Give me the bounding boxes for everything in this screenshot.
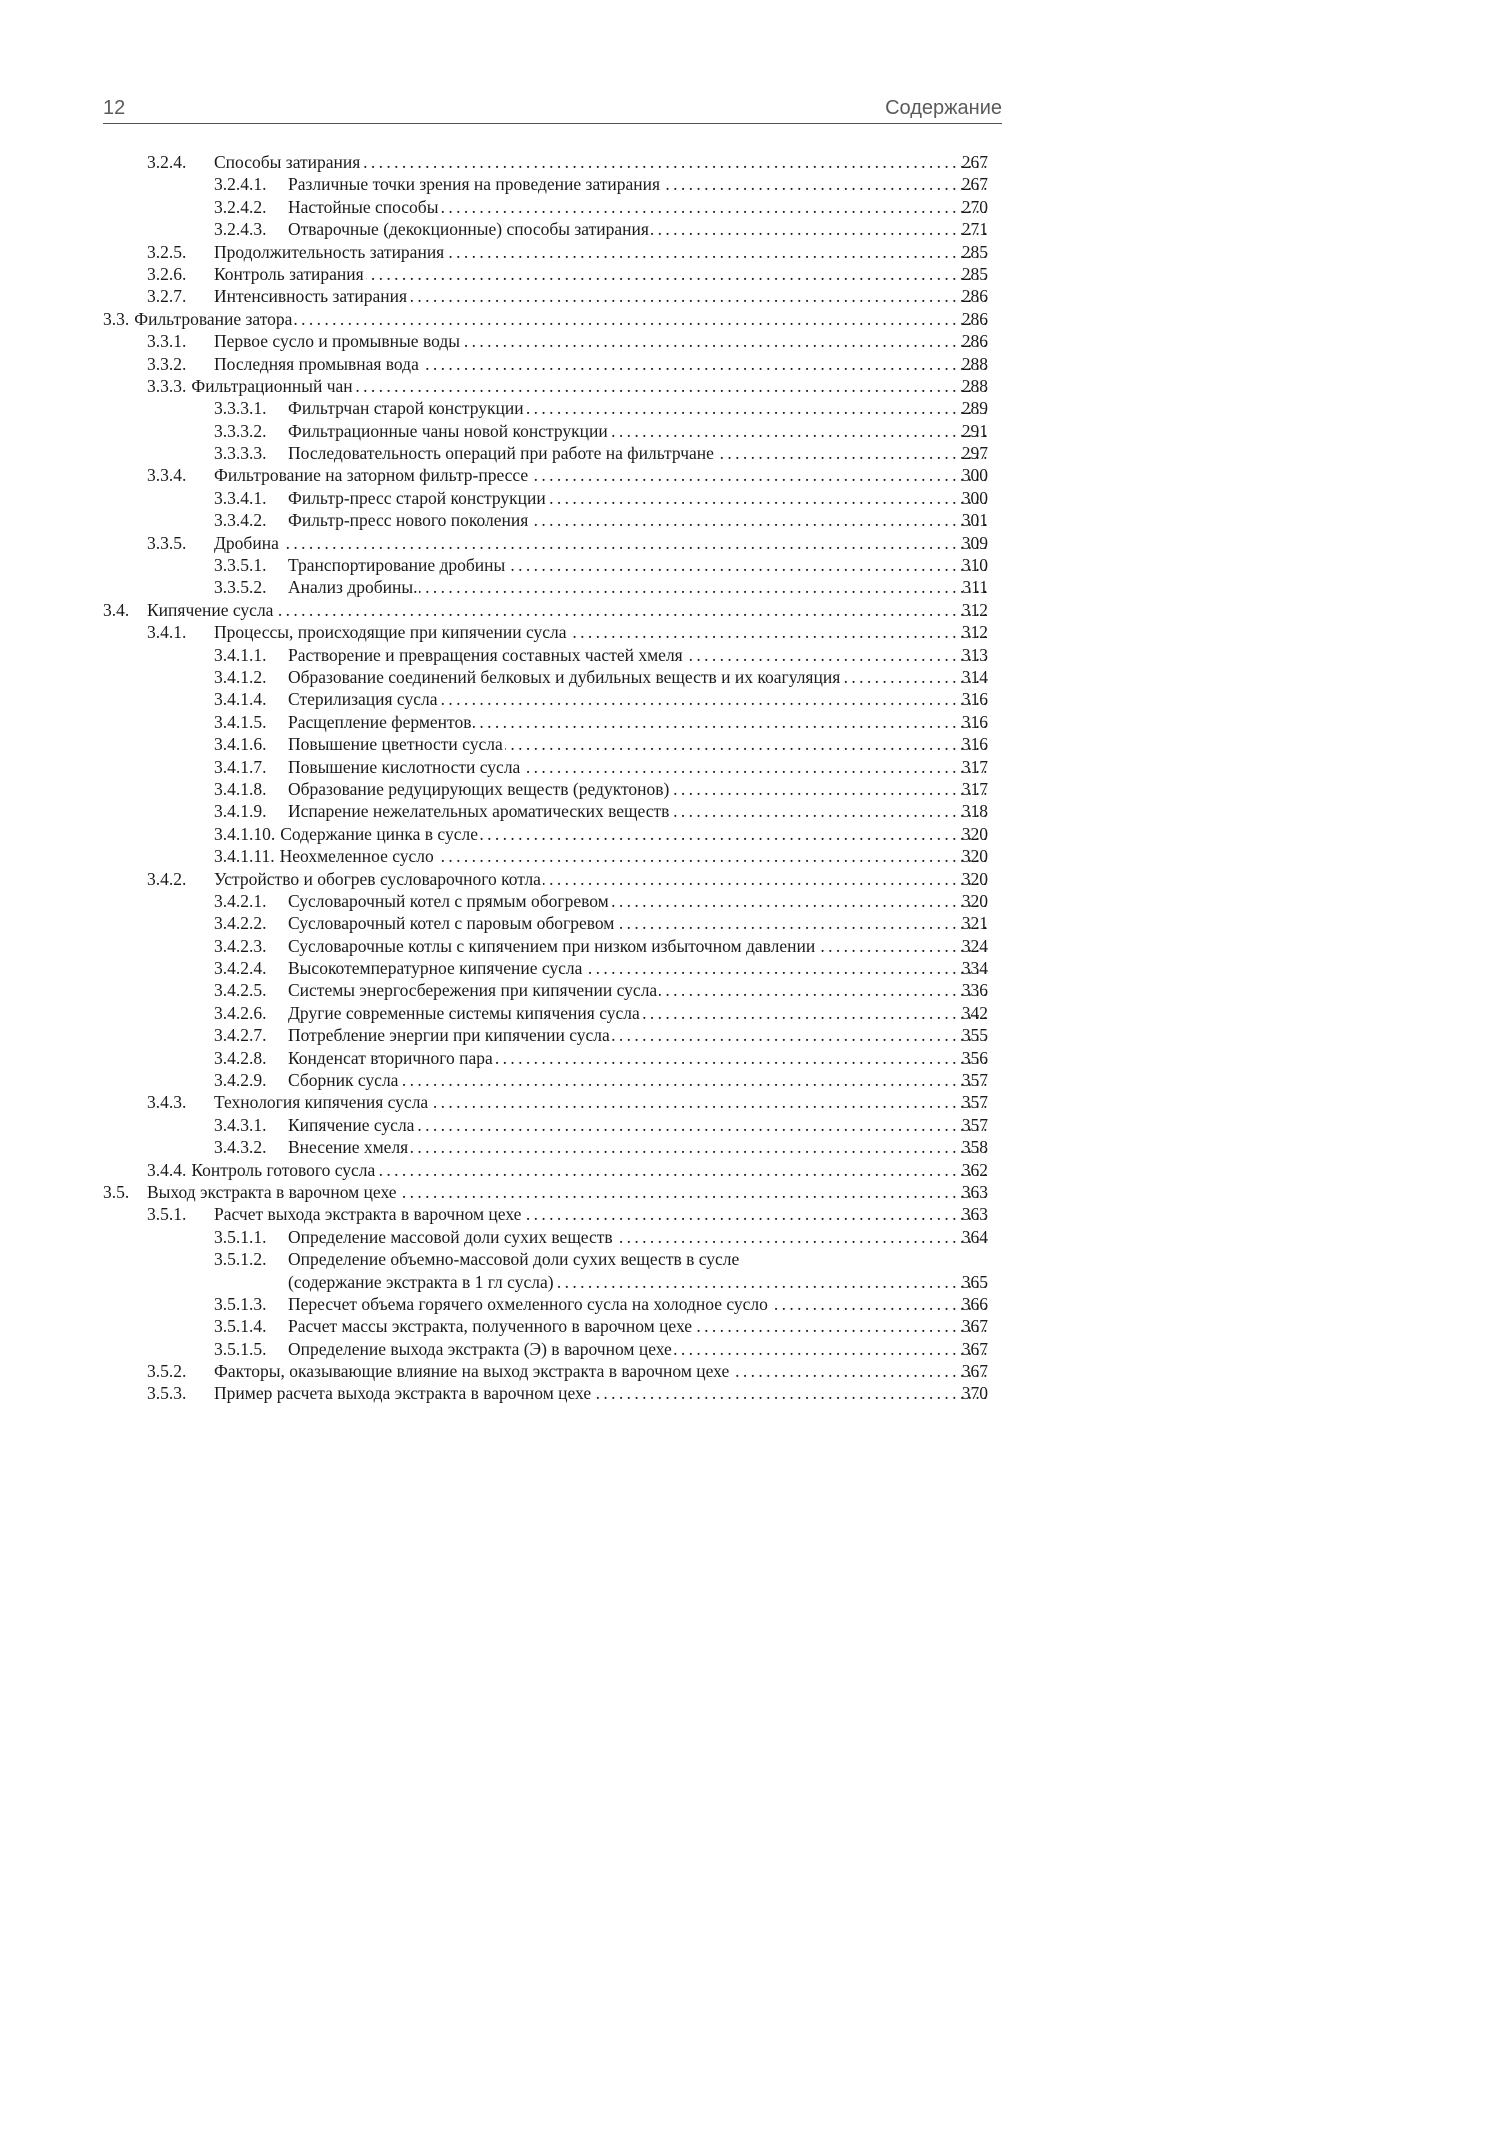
- toc-entry-title-wrap: [288, 666, 987, 688]
- toc-entry-page: 312: [961, 599, 988, 620]
- toc-entry[interactable]: [0, 1271, 1100, 1293]
- toc-entry-title: Технология кипячения сусла: [214, 1092, 429, 1113]
- toc-entry[interactable]: [0, 1315, 1100, 1337]
- toc-entry-title: Последняя промывная вода: [214, 353, 419, 374]
- toc-entry[interactable]: [0, 800, 1100, 822]
- toc-entry-number: 3.2.7.: [147, 286, 187, 307]
- toc-entry-number: 3.5.: [103, 1181, 130, 1202]
- toc-entry-title: Фильтрование на заторном фильтр-прессе: [214, 465, 529, 486]
- toc-entry-title-wrap: [191, 375, 987, 397]
- toc-entry-title: Определение массовой доли сухих веществ: [288, 1226, 613, 1247]
- toc-entry-title: Стерилизация сусла: [288, 689, 438, 710]
- toc-entry-title: Процессы, происходящие при кипячении сусла: [214, 622, 567, 643]
- toc-entry-title-wrap: [288, 935, 987, 957]
- toc-entry-number: 3.4.2.: [147, 868, 187, 889]
- toc-entry[interactable]: [0, 1382, 1100, 1404]
- toc-entry-title-wrap: [288, 756, 987, 778]
- toc-entry-title-wrap: [214, 285, 987, 307]
- toc-entry[interactable]: [0, 711, 1100, 733]
- page-number: 12: [103, 97, 126, 119]
- toc-entry-page: 367: [961, 1361, 988, 1382]
- toc-entry-page: 311: [962, 577, 988, 598]
- toc-entry-page: 356: [961, 1047, 988, 1068]
- toc-entry-title-wrap: [288, 1002, 987, 1024]
- toc-entry[interactable]: [0, 330, 1100, 352]
- toc-entry-title: Повышение цветности сусла: [288, 734, 503, 755]
- toc-entry-title: Системы энергосбережения при кипячении сусла: [288, 980, 658, 1001]
- toc-entry-title-wrap: [288, 420, 987, 442]
- toc-entry-page: 288: [961, 375, 988, 396]
- toc-entry-title-wrap: [288, 1069, 987, 1091]
- toc-entry-title: Сусловарочные котлы с кипячением при низком избыточном давлении: [288, 935, 816, 956]
- toc-entry-title: Фильтр-пресс нового поколения: [288, 510, 529, 531]
- toc-entry[interactable]: [0, 845, 1100, 867]
- toc-entry-title-wrap: [214, 1382, 987, 1404]
- toc-entry-number: 3.4.2.5.: [214, 980, 267, 1001]
- toc-entry-title: Другие современные системы кипячения сусла: [288, 1002, 640, 1023]
- toc-entry-number: 3.4.1.2.: [214, 666, 267, 687]
- toc-entry-number: 3.4.3.2.: [214, 1137, 267, 1158]
- toc-entry-page: 317: [961, 756, 988, 777]
- toc-entry-title: Фильтрационные чаны новой конструкции: [288, 420, 608, 441]
- toc-entry-title: Кипячение сусла: [288, 1114, 415, 1135]
- toc-entry[interactable]: [0, 1136, 1100, 1158]
- toc-entry-number: 3.3.2.: [147, 353, 187, 374]
- toc-entry-title-wrap: [214, 1360, 987, 1382]
- toc-entry-title-wrap: [288, 800, 987, 822]
- toc-entry-number: 3.5.1.4.: [214, 1316, 267, 1337]
- toc-entry-page: 267: [961, 152, 988, 172]
- toc-entry-number: 3.4.2.2.: [214, 913, 267, 934]
- toc-entry[interactable]: [0, 420, 1100, 442]
- toc-entry[interactable]: [0, 196, 1100, 218]
- toc-entry-page: 300: [961, 487, 988, 508]
- toc-entry-page: 363: [961, 1181, 988, 1202]
- toc-entry-page: 320: [961, 868, 988, 889]
- toc-entry-page: 301: [961, 510, 988, 531]
- toc-entry-title-wrap: [288, 442, 987, 464]
- dot-leader: [214, 532, 987, 554]
- toc-entry-number: 3.4.1.10.: [214, 823, 276, 844]
- toc-entry[interactable]: [0, 308, 1100, 330]
- toc-entry-title: Внесение хмеля: [288, 1137, 409, 1158]
- toc-entry-number: 3.4.1.5.: [214, 711, 267, 732]
- toc-entry-page: 370: [961, 1383, 988, 1404]
- toc-entry-page: 288: [961, 353, 988, 374]
- toc-entry-title-wrap: [288, 711, 987, 733]
- toc-entry-title: Настойные способы: [288, 196, 439, 217]
- toc-entry-number: 3.5.1.5.: [214, 1338, 267, 1359]
- toc-entry-page: 367: [961, 1338, 988, 1359]
- toc-entry-page: 312: [961, 622, 988, 643]
- toc-entry[interactable]: [0, 621, 1100, 643]
- toc-entry-title: Содержание цинка в сусле: [280, 823, 478, 844]
- toc-entry-title-wrap: [214, 868, 987, 890]
- toc-entry-title-wrap: [288, 218, 987, 240]
- toc-entry-number: 3.4.1.11.: [214, 846, 275, 867]
- toc-entry-title: Высокотемпературное кипячение сусла: [288, 958, 583, 979]
- toc-entry-number: 3.4.1.: [147, 622, 187, 643]
- toc-entry-title-wrap: [214, 263, 987, 285]
- toc-entry-title-wrap: [288, 1315, 987, 1337]
- toc-entry[interactable]: [0, 890, 1100, 912]
- toc-entry-number: 3.4.4.: [147, 1159, 187, 1180]
- toc-entry-page: 310: [961, 555, 988, 576]
- toc-entry-page: 357: [961, 1092, 988, 1113]
- toc-entry-number: 3.4.2.8.: [214, 1047, 267, 1068]
- toc-entry-title-wrap: [214, 532, 987, 554]
- toc-entry-number: 3.3.5.: [147, 532, 187, 553]
- toc-entry-title-wrap: [214, 353, 987, 375]
- toc-entry[interactable]: [0, 241, 1100, 263]
- toc-entry-page: 289: [961, 398, 988, 419]
- toc-entry-page: 316: [961, 689, 988, 710]
- toc-entry[interactable]: [0, 1002, 1100, 1024]
- toc-entry-page: 300: [961, 465, 988, 486]
- toc-entry[interactable]: [0, 1159, 1100, 1181]
- toc-entry-number: 3.3.: [103, 308, 130, 329]
- toc-entry-title: Растворение и превращения составных частей хмеля: [288, 644, 683, 665]
- toc-entry-number: 3.5.1.2.: [214, 1249, 267, 1270]
- toc-entry[interactable]: [0, 554, 1100, 576]
- toc-entry-title: Определение выхода экстракта (Э) в варочном цехе: [288, 1338, 672, 1359]
- toc-entry-number: 3.4.1.1.: [214, 644, 267, 665]
- toc-entry[interactable]: [0, 644, 1100, 666]
- toc-entry-title: Факторы, оказывающие влияние на выход экстракта в варочном цехе: [214, 1361, 730, 1382]
- toc-entry[interactable]: [0, 1091, 1100, 1113]
- toc-entry-page: 320: [961, 846, 988, 867]
- toc-entry[interactable]: [0, 397, 1100, 419]
- toc-entry[interactable]: [0, 733, 1100, 755]
- toc-entry-number: 3.4.2.3.: [214, 935, 267, 956]
- toc-entry-page: 309: [961, 532, 988, 553]
- toc-entry[interactable]: [0, 1248, 1100, 1270]
- toc-entry[interactable]: [0, 263, 1100, 285]
- toc-entry-number: 3.3.4.: [147, 465, 187, 486]
- toc-entry[interactable]: [0, 688, 1100, 710]
- toc-entry-number: 3.2.4.2.: [214, 196, 267, 217]
- toc-entry-number: 3.4.1.6.: [214, 734, 267, 755]
- toc-entry-number: 3.4.3.1.: [214, 1114, 267, 1135]
- toc-entry-title-wrap: [288, 1136, 987, 1158]
- toc-entry[interactable]: [0, 1069, 1100, 1091]
- toc-entry-number: 3.2.5.: [147, 241, 187, 262]
- toc-entry-page: 320: [961, 890, 988, 911]
- toc-entry-number: 3.4.: [103, 599, 130, 620]
- toc-entry-title-wrap: [280, 823, 987, 845]
- toc-entry-title: Сборник сусла: [288, 1070, 399, 1091]
- toc-entry-number: 3.3.4.2.: [214, 510, 267, 531]
- toc-entry-page: 313: [961, 644, 988, 665]
- toc-entry-page: 366: [961, 1293, 988, 1314]
- toc-entry-page: 357: [961, 1114, 988, 1135]
- toc-entry-title-wrap: [288, 1114, 987, 1136]
- toc-entry-number: 3.5.2.: [147, 1361, 187, 1382]
- toc-entry-page: 365: [961, 1271, 988, 1292]
- toc-entry-number: 3.5.1.3.: [214, 1293, 267, 1314]
- toc-entry-title-wrap: [288, 1338, 987, 1360]
- toc-entry-page: 320: [961, 823, 988, 844]
- toc-entry-title: Отварочные (декокционные) способы затирания: [288, 219, 649, 240]
- toc-entry[interactable]: [0, 868, 1100, 890]
- toc-entry-page: 270: [961, 196, 988, 217]
- toc-entry-title-wrap: [147, 1181, 987, 1203]
- toc-entry[interactable]: [0, 957, 1100, 979]
- toc-entry-page: 363: [961, 1204, 988, 1225]
- toc-entry[interactable]: [0, 285, 1100, 307]
- toc-entry-page: 271: [961, 219, 988, 240]
- toc-entry[interactable]: [0, 576, 1100, 598]
- toc-entry-page: 314: [961, 666, 988, 687]
- toc-entry-title: Сусловарочный котел с паровым обогревом: [288, 913, 615, 934]
- toc-entry-title-wrap: [288, 733, 987, 755]
- toc-entry-title-wrap: [147, 599, 987, 621]
- running-title: Содержание: [885, 97, 1002, 119]
- toc-entry[interactable]: [0, 487, 1100, 509]
- toc-entry-title: Фильтрчан старой конструкции: [288, 398, 524, 419]
- toc-entry-page: 286: [961, 308, 988, 329]
- toc-entry[interactable]: [0, 979, 1100, 1001]
- toc-entry-title: Контроль готового сусла: [191, 1159, 376, 1180]
- toc-entry-title-wrap: [288, 173, 987, 195]
- toc-entry[interactable]: [0, 912, 1100, 934]
- toc-entry[interactable]: [0, 599, 1100, 621]
- toc-entry-title: Устройство и обогрев сусловарочного котла: [214, 868, 541, 889]
- toc-entry[interactable]: [0, 442, 1100, 464]
- toc-entry[interactable]: [0, 823, 1100, 845]
- toc-entry-number: 3.3.3.3.: [214, 443, 267, 464]
- toc-entry-number: 3.4.2.4.: [214, 958, 267, 979]
- toc-entry-number: 3.2.4.3.: [214, 219, 267, 240]
- toc-entry-title-wrap: [288, 1293, 987, 1315]
- toc-entry[interactable]: [0, 1114, 1100, 1136]
- toc-entry-title: Кипячение сусла: [147, 599, 274, 620]
- toc-entry-page: 355: [961, 1025, 988, 1046]
- toc-entry-number: 3.3.1.: [147, 331, 187, 352]
- toc-entry-title-wrap: [288, 509, 987, 531]
- toc-entry-page: 334: [961, 958, 988, 979]
- toc-entry-number: 3.4.1.4.: [214, 689, 267, 710]
- toc-entry[interactable]: [0, 1338, 1100, 1360]
- toc-entry[interactable]: [0, 1360, 1100, 1382]
- toc-entry-page: 318: [961, 801, 988, 822]
- toc-entry-title-wrap: [288, 1226, 987, 1248]
- toc-entry-page: 291: [961, 420, 988, 441]
- toc-entry[interactable]: [0, 756, 1100, 778]
- toc-entry[interactable]: [0, 1293, 1100, 1315]
- toc-entry-title-wrap: [214, 1091, 987, 1113]
- toc-entry-title-wrap: [280, 845, 987, 867]
- toc-entry-title: Конденсат вторичного пара: [288, 1047, 493, 1068]
- toc-entry-page: 362: [961, 1159, 988, 1180]
- toc-entry-page: 285: [961, 263, 988, 284]
- toc-entry-page: 286: [961, 331, 988, 352]
- toc-entry-title-wrap: [288, 1271, 987, 1293]
- toc-entry[interactable]: [0, 173, 1100, 195]
- toc-entry-title-wrap: [288, 1047, 987, 1069]
- toc-entry-number: 3.3.3.1.: [214, 398, 267, 419]
- toc-entry-number: 3.4.2.7.: [214, 1025, 267, 1046]
- toc-entry-page: 316: [961, 711, 988, 732]
- toc-entry-number: 3.4.1.7.: [214, 756, 267, 777]
- toc-entry-title: Потребление энергии при кипячении сусла: [288, 1025, 610, 1046]
- toc-entry-title-wrap: [134, 308, 987, 330]
- toc-entry-number: 3.5.1.: [147, 1204, 187, 1225]
- toc-entry-number: 3.4.1.8.: [214, 778, 267, 799]
- toc-entry[interactable]: [0, 1181, 1100, 1203]
- toc-entry-title: Продолжительность затирания: [214, 241, 445, 262]
- toc-entry-number: 3.2.6.: [147, 263, 187, 284]
- table-of-contents: [0, 151, 1100, 1405]
- toc-entry-title: Анализ дробины.: [288, 577, 418, 598]
- toc-entry-title-wrap: [288, 1024, 987, 1046]
- toc-entry-title: Дробина: [214, 532, 279, 553]
- toc-entry-title: Пример расчета выхода экстракта в варочном цехе: [214, 1383, 592, 1404]
- toc-entry-title: Выход экстракта в варочном цехе: [147, 1181, 397, 1202]
- toc-entry[interactable]: [0, 532, 1100, 554]
- toc-entry-number: 3.5.1.1.: [214, 1226, 267, 1247]
- toc-entry-title-wrap: [288, 196, 987, 218]
- toc-entry-title: Неохмеленное сусло: [279, 846, 434, 867]
- toc-entry-page: 342: [961, 1002, 988, 1023]
- toc-entry[interactable]: [0, 1047, 1100, 1069]
- toc-entry-number: 3.2.4.: [147, 152, 187, 172]
- toc-entry-title-wrap: [214, 151, 987, 173]
- toc-entry-page: 317: [961, 778, 988, 799]
- toc-entry-title: Фильтрационный чан: [191, 375, 353, 396]
- toc-entry-title-wrap: [288, 957, 987, 979]
- toc-entry-title-wrap: [288, 1248, 987, 1270]
- toc-entry[interactable]: [0, 1024, 1100, 1046]
- toc-entry-title: Пересчет объема горячего охмеленного сусла на холодное сусло: [288, 1293, 768, 1314]
- toc-entry[interactable]: [0, 353, 1100, 375]
- toc-entry-title: Контроль затирания: [214, 263, 364, 284]
- toc-entry-title: (содержание экстракта в 1 гл сусла): [288, 1271, 554, 1292]
- toc-entry-title: Расчет массы экстракта, полученного в варочном цехе: [288, 1316, 693, 1337]
- toc-entry-title-wrap: [288, 554, 987, 576]
- toc-entry-number: 3.4.1.9.: [214, 801, 267, 822]
- toc-entry[interactable]: [0, 935, 1100, 957]
- toc-entry-title: Фильтрование затора: [134, 308, 293, 329]
- toc-entry-title: Испарение нежелательных ароматических веществ: [288, 801, 670, 822]
- toc-entry-title: Повышение кислотности сусла: [288, 756, 521, 777]
- toc-entry-title-wrap: [288, 778, 987, 800]
- toc-entry-number: 3.4.2.1.: [214, 890, 267, 911]
- toc-entry-title-wrap: [288, 688, 987, 710]
- toc-entry-page: 336: [961, 980, 988, 1001]
- toc-entry-number: 3.3.3.2.: [214, 420, 267, 441]
- toc-entry-title: Сусловарочный котел с прямым обогревом: [288, 890, 609, 911]
- toc-entry[interactable]: [0, 151, 1100, 173]
- toc-entry-title: Определение объемно-массовой доли сухих веществ в сусле: [288, 1249, 740, 1270]
- toc-entry[interactable]: [0, 375, 1100, 397]
- toc-entry[interactable]: [0, 464, 1100, 486]
- toc-entry-title: Образование редуцирующих веществ (редуктонов): [288, 778, 670, 799]
- toc-entry-title-wrap: [288, 644, 987, 666]
- toc-entry-title-wrap: [214, 241, 987, 263]
- toc-entry-number: 3.3.5.2.: [214, 577, 267, 598]
- toc-entry-title-wrap: [214, 1203, 987, 1225]
- toc-entry-title: Различные точки зрения на проведение затирания: [288, 174, 661, 195]
- toc-entry[interactable]: [0, 218, 1100, 240]
- toc-entry[interactable]: [0, 778, 1100, 800]
- toc-entry-number: 3.3.5.1.: [214, 555, 267, 576]
- toc-entry-title-wrap: [214, 621, 987, 643]
- toc-entry-title-wrap: [288, 912, 987, 934]
- toc-entry-title: Расщепление ферментов: [288, 711, 472, 732]
- toc-entry[interactable]: [0, 509, 1100, 531]
- toc-entry[interactable]: [0, 1203, 1100, 1225]
- toc-entry-number: 3.4.3.: [147, 1092, 187, 1113]
- toc-entry-number: 3.2.4.1.: [214, 174, 267, 195]
- toc-entry-page: 285: [961, 241, 988, 262]
- toc-entry-page: 367: [961, 1316, 988, 1337]
- toc-entry-title-wrap: [288, 487, 987, 509]
- toc-entry-page: 267: [961, 174, 988, 195]
- toc-entry-title-wrap: [288, 397, 987, 419]
- toc-entry-title-wrap: [288, 979, 987, 1001]
- toc-entry-title: Расчет выхода экстракта в варочном цехе: [214, 1204, 522, 1225]
- toc-entry-number: 3.5.3.: [147, 1383, 187, 1404]
- toc-entry[interactable]: [0, 1226, 1100, 1248]
- toc-entry-title: Способы затирания: [214, 152, 361, 172]
- toc-entry-page: 358: [961, 1137, 988, 1158]
- toc-entry-page: 324: [961, 935, 988, 956]
- toc-entry-title: Фильтр-пресс старой конструкции: [288, 487, 546, 508]
- toc-entry[interactable]: [0, 666, 1100, 688]
- page-header: [103, 95, 1002, 124]
- toc-entry-title: Первое сусло и промывные воды: [214, 331, 460, 352]
- toc-entry-page: 316: [961, 734, 988, 755]
- toc-entry-number: 3.3.3.: [147, 375, 187, 396]
- toc-entry-title-wrap: [191, 1159, 987, 1181]
- toc-entry-title-wrap: [288, 576, 987, 598]
- toc-entry-page: 321: [961, 913, 988, 934]
- toc-entry-number: 3.3.4.1.: [214, 487, 267, 508]
- toc-entry-page: 286: [961, 286, 988, 307]
- toc-entry-page: 357: [961, 1070, 988, 1091]
- toc-entry-title: Последовательность операций при работе на фильтрчане: [288, 443, 714, 464]
- toc-entry-page: 297: [961, 443, 988, 464]
- toc-entry-page: 364: [961, 1226, 988, 1247]
- toc-entry-title-wrap: [214, 330, 987, 352]
- toc-entry-number: 3.4.2.9.: [214, 1070, 267, 1091]
- toc-entry-title-wrap: [214, 464, 987, 486]
- toc-entry-number: 3.4.2.6.: [214, 1002, 267, 1023]
- toc-entry-title: Транспортирование дробины: [288, 555, 506, 576]
- toc-entry-title-wrap: [288, 890, 987, 912]
- toc-entry-title: Интенсивность затирания: [214, 286, 408, 307]
- toc-entry-title: Образование соединений белковых и дубильных веществ и их коагуляция: [288, 666, 841, 687]
